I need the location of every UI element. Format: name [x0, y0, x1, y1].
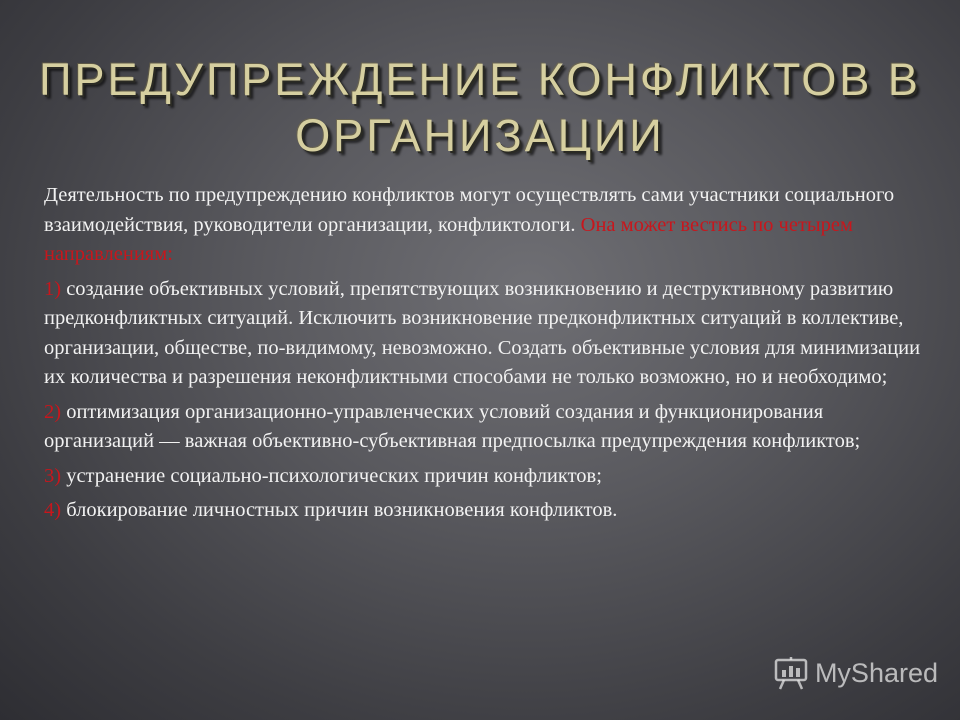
presentation-board-icon [773, 656, 809, 690]
list-item [44, 275, 924, 393]
item-text: оптимизация организационно-управленческих условий создания и функционирования организаций — важная объективно-субъективная предпосылка предупреждения конфликтов; [44, 400, 861, 452]
item-text: устранение социально-психологических причин конфликтов; [66, 464, 602, 487]
title-line-2: ОРГАНИЗАЦИИ [295, 110, 665, 161]
slide-body [44, 181, 924, 531]
list-item [44, 398, 924, 457]
item-text: блокирование личностных причин возникновения конфликтов. [66, 499, 618, 521]
list-item [44, 496, 924, 526]
watermark-label: MyShared [814, 657, 938, 688]
intro-text: Деятельность по предупреждению конфликтов могут осуществлять сами участники социального взаимодействия, руководители организации, конфликтологи. [44, 184, 895, 236]
item-number: 4) [44, 499, 62, 521]
intro-paragraph [44, 181, 924, 270]
slide-title [20, 52, 940, 164]
item-number: 3) [44, 464, 62, 487]
item-text: создание объективных условий, препятствующих возникновению и деструктивному развитию предконфликтных ситуаций. Исключить возникновение предконфликтных ситуаций в коллективе, организации, обществе, по-видимому, невозможно. Создать объективные условия для минимизации их количества и разрешения неконфликтными способами не только возможно, но и необходимо; [44, 277, 921, 388]
watermark-logo[interactable] [773, 656, 938, 690]
list-item [44, 462, 924, 492]
title-line-1: ПРЕДУПРЕЖДЕНИЕ КОНФЛИКТОВ В [39, 54, 921, 105]
item-number: 2) [44, 400, 62, 423]
item-number: 1) [44, 277, 62, 300]
intro-highlight: Она может вестись по четырем направлениям: [44, 213, 854, 265]
